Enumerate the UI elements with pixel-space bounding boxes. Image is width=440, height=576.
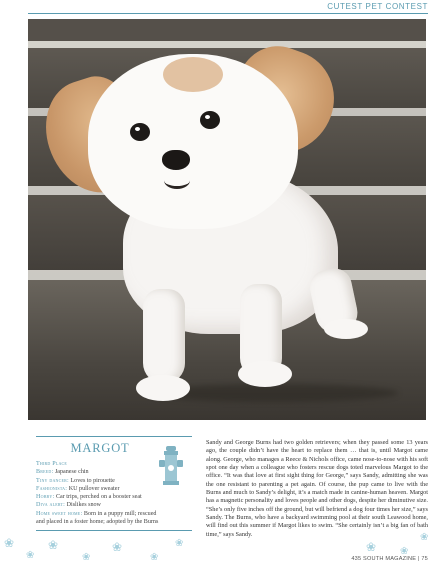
fact-label: Third Place (36, 461, 68, 467)
section-header: CUTEST PET CONTEST (327, 2, 428, 11)
fact-value: KU pullover sweater (68, 485, 120, 492)
fact-row (36, 477, 160, 485)
bench-plank (28, 19, 426, 41)
sidebar-rule-top (36, 436, 192, 437)
fact-label: Tiny dancer: (36, 477, 69, 484)
paw-print-icon: ❀ (112, 540, 123, 554)
dog-paw (324, 319, 368, 339)
fact-label: Breed: (36, 469, 54, 476)
fact-row (36, 460, 160, 468)
paw-print-icon: ❀ (175, 538, 184, 549)
header-rule (28, 13, 428, 14)
fact-label: Fashionista: (36, 485, 68, 492)
paw-print-icon: ❀ (26, 550, 35, 561)
dog-head-marking (163, 57, 223, 92)
fact-label: Home sweet home: (36, 510, 83, 517)
fact-row (36, 485, 160, 493)
dog-photo (28, 19, 426, 420)
fact-value: Japanese chin (54, 469, 89, 476)
fact-value: Born in a puppy mill; rescued and placed in a foster home; adopted by the Burns (36, 510, 159, 526)
fact-value: Loves to pirouette (70, 477, 115, 484)
pet-facts-sidebar (36, 436, 192, 531)
dog-paw (136, 375, 190, 401)
fact-row (36, 468, 160, 476)
bench-gap (28, 41, 426, 48)
paw-print-icon: ❀ (400, 546, 409, 557)
fact-value: Dislikes snow (66, 502, 101, 509)
page-folio: 435 SOUTH MAGAZINE | 75 (351, 556, 428, 562)
fact-label: Diva alert: (36, 502, 66, 509)
pet-facts-list (36, 460, 160, 526)
paw-print-icon: ❀ (420, 532, 429, 543)
dog-eye-left (130, 123, 150, 141)
dog-paw (238, 361, 292, 387)
article-body: Sandy and George Burns had two golden retrievers; when they passed some 13 years ago, the couple didn’t have the heart to replace them … that is, until Margot came along. George, who manages a Reece & Nichols office, came nose-to-nose with his soft spot one day when a colleague who fosters rescue dogs toted marvelous Margot to the office. “It was that love at first sight thing for George,” says Sandy, admitting she was the one resistant to parenting a pet again. Of course, the pup came to live with the Burns and much to Sandy’s delight, it’s a match made in canine-human heaven. Margot has a magnetic personality and loves people and other dogs, despite her diminutive size. “She’s only five inches off the ground, but will befriend a dog four times her size,” says Sandy. The Burns, who have a backyard swimming pool at their south Leawood home, will find out this summer if Margot likes to swim. “She certainly isn’t a big fan of bath time,” says Sandy. (206, 439, 428, 538)
paw-print-icon: ❀ (366, 540, 377, 554)
fire-hydrant-icon (158, 444, 184, 488)
dog-mouth (164, 172, 190, 189)
sidebar-rule-bottom (36, 530, 192, 531)
fact-row (36, 501, 160, 509)
fact-label: Hobby: (36, 494, 55, 501)
dog-nose (162, 150, 190, 170)
dog-eye-right (200, 111, 220, 129)
paw-print-icon: ❀ (4, 536, 15, 550)
paw-print-icon: ❀ (150, 552, 159, 563)
fact-row (36, 493, 160, 501)
paw-print-icon: ❀ (82, 552, 91, 563)
pet-name: MARGOT (70, 441, 130, 455)
dog-leg (143, 289, 185, 384)
paw-print-icon: ❀ (48, 538, 59, 552)
fact-row (36, 510, 160, 527)
fact-value: Car trips, perched on a booster seat (55, 494, 142, 501)
